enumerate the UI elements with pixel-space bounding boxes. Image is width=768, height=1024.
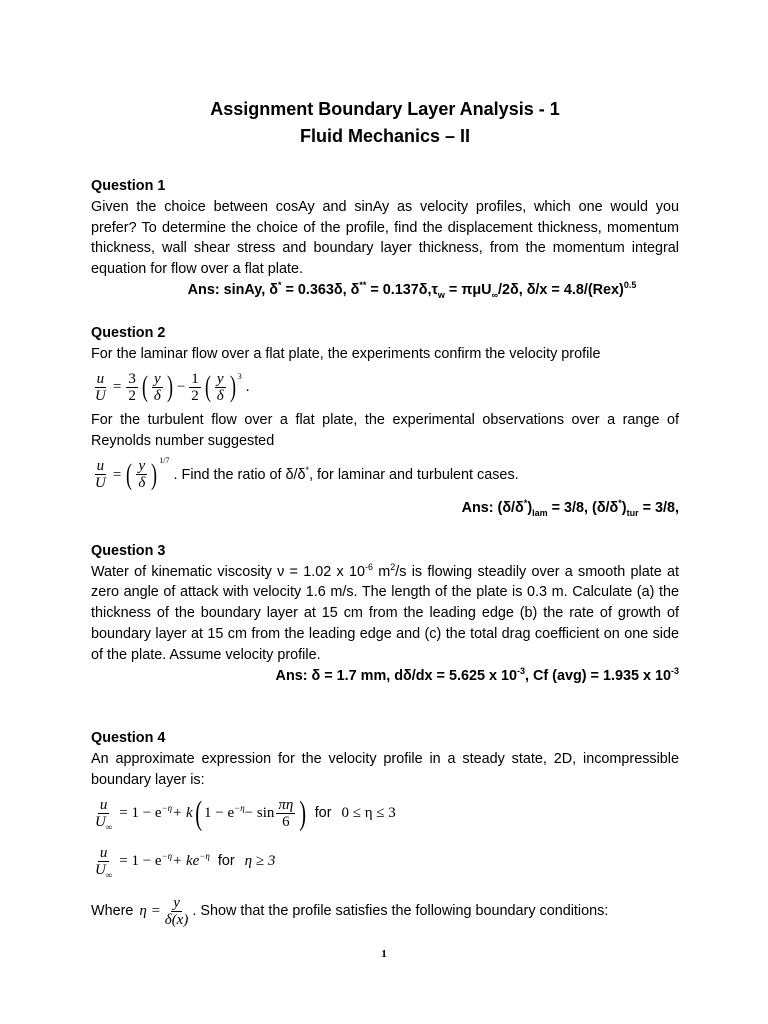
q2-laminar-equation: $\frac{u}{U}$ = $\frac{3}{2}$ ( $\frac{y}{\delta}$ ) − $\frac{1}{2}$ ( $\frac{y}{\delta}$ ) $^3$ . — [95, 370, 250, 404]
q2-turbulent-line — [91, 452, 679, 498]
q2-find-ratio-text: . Find the ratio of δ/δ*, for laminar and turbulent cases. — [173, 464, 519, 483]
q1-answer: Ans: sinAy, δ* = 0.363δ, $\delta^{**} = 0.137\delta,\tau_w = \pi\mu U_\infty/2\delta$, δ/x = 4.8/(Rex)$^{0.5}$ — [187, 280, 637, 300]
doc-title-line2: Fluid Mechanics – II — [299, 126, 471, 146]
q2-text-turbulent: For the turbulent flow over a flat plate, the experimental observations over a range of Reynolds number suggested — [91, 412, 679, 450]
q3-heading: Question 3 — [91, 542, 166, 559]
q3-answer: Ans: δ = 1.7 mm, dδ/dx = 5.625 x $10^{-3}$, Cf (avg) = 1.935 x $10^{-3}$ — [275, 665, 679, 684]
q4-text: An approximate expression for the velocity profile in a steady state, 2D, incompressible boundary layer is: — [91, 751, 679, 788]
q1-text: Given the choice between cosAy and sinAy as velocity profiles, which one would you prefer? To determine the choice of the profile, find the displacement thickness, momentum thickness, wall shear stress and boundary layer thickness, from the momentum integral equation for flow over a flat plate. — [91, 198, 679, 278]
q4-heading: Question 4 — [91, 730, 166, 747]
q1-heading: Question 1 — [91, 178, 166, 194]
doc-title-line1: Assignment Boundary Layer Analysis - 1 — [210, 99, 560, 119]
q3-text: Water of kinematic viscosity ν = 1.02 x $10^{-6}$ $m^2/s$ is flowing steadily over a smooth plate at zero angle of attack with velocity 1.6 m/s. The length of the plate is 0.3 m. Calculate (a) the thickness of the boundary layer at 15 cm from the leading edge (b) the rate of growth of boundary layer at 15 cm from the leading edge and (c) the total drag coefficient on one side of the plate. Assume velocity profile. — [91, 561, 679, 663]
q4-where-line: Where η = $\frac{y}{\delta(x)}$ . Show that the profile satisfies the following boundary conditions: — [91, 895, 609, 929]
q2-text-laminar: For the laminar flow over a flat plate, the experiments confirm the velocity profile — [91, 345, 601, 362]
q2-answer: Ans: $(\delta/\delta^*)_{lam} = 3/8$, $(\delta/\delta^*)_{tur} = 3/8$, — [461, 498, 679, 518]
q4-equation-2: $\frac{u}{U_\infty}$ = 1 − e $^{-\eta}$ + ke $^{-\eta}$ for η ≥ 3 — [95, 845, 276, 881]
q2-heading: Question 2 — [91, 324, 166, 341]
page-number: 1 — [381, 948, 387, 960]
q2-turbulent-equation: $\frac{u}{U}$ = ( $\frac{y}{\delta}$ ) $^{1/7}$ — [95, 455, 170, 492]
document-page — [91, 96, 679, 935]
q4-equation-1: $\frac{u}{U_\infty}$ = 1 − e $^{-\eta}$ + k ( 1 − e $^{-\eta}$ − sin $\frac{\pi\eta}{6}$ ) for 0 ≤ η ≤ 3 — [95, 794, 396, 833]
